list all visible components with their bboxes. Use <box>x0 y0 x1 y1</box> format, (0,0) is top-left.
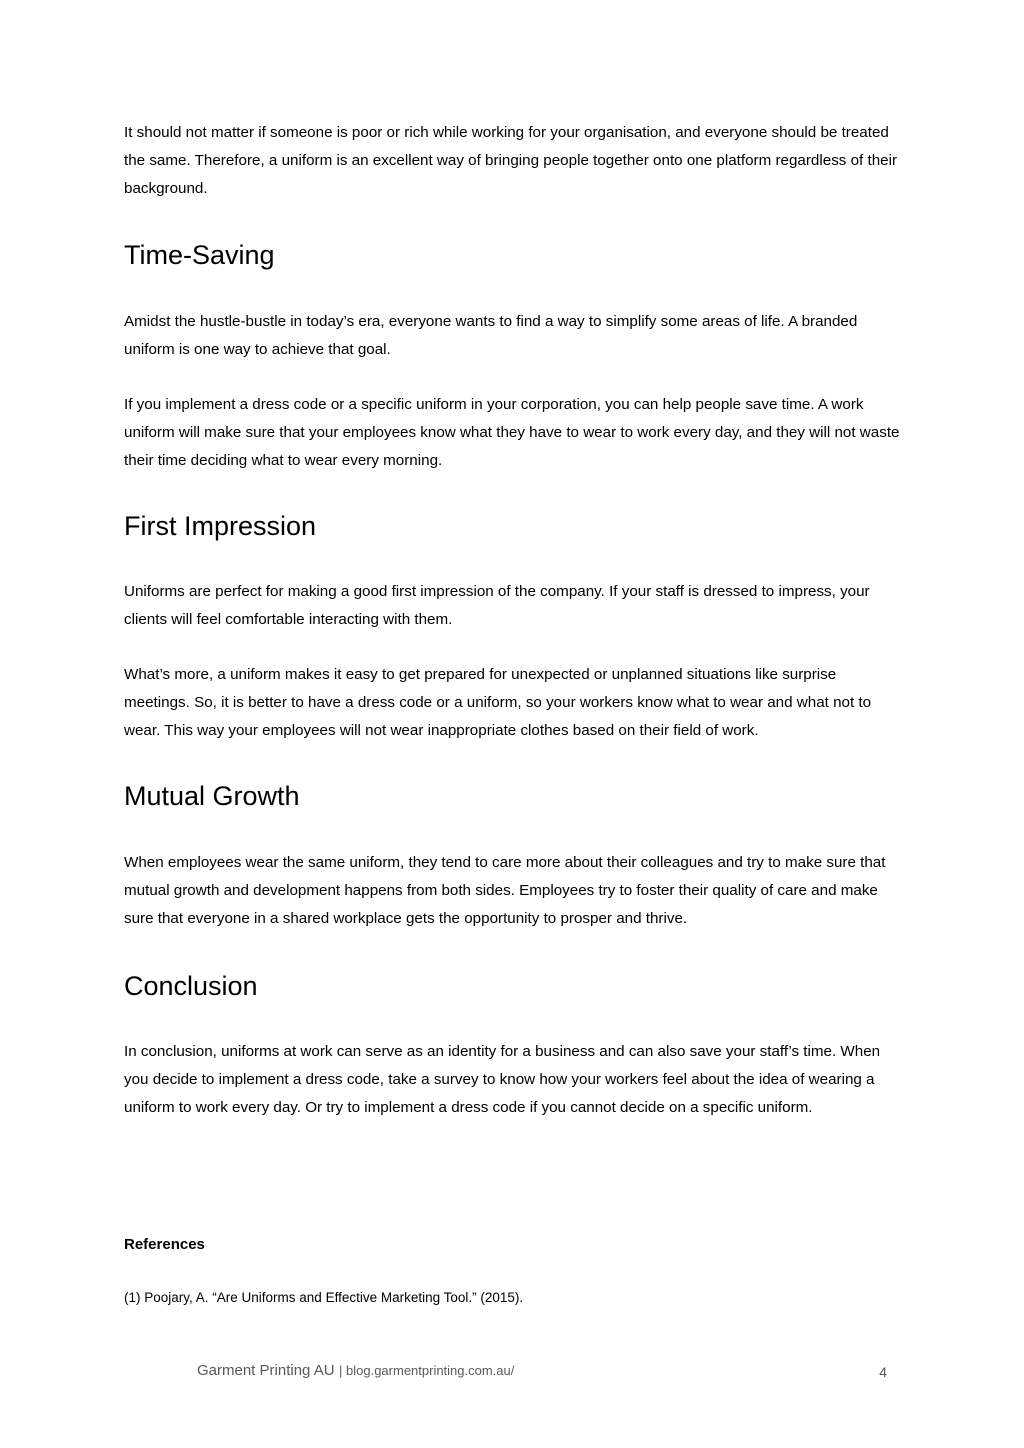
references-title: References <box>124 1236 205 1253</box>
section-time-saving-paragraph-2-block <box>124 391 904 476</box>
section-time-saving-paragraph-1-block <box>124 308 904 364</box>
intro-paragraph: It should not matter if someone is poor or rich while working for your organisation, and everyone should be treated the same. Therefore, a uniform is an excellent way of bringing people together onto one platform regardless of their background. <box>124 124 898 198</box>
section-heading-mutual-growth: Mutual Growth <box>124 781 300 811</box>
section-heading-first-impression: First Impression <box>124 511 317 541</box>
reference-item: (1) Poojary, A. “Are Uniforms and Effective Marketing Tool.” (2015). <box>124 1290 524 1305</box>
first-impression-paragraph-1: Uniforms are perfect for making a good first impression of the company. If your staff is dressed to impress, your clients will feel comfortable interacting with them. <box>124 583 870 629</box>
references-list <box>124 1288 904 1308</box>
section-conclusion-paragraph-1-block <box>124 1038 904 1123</box>
references-title-block <box>124 1235 904 1255</box>
section-first-impression-paragraph-1-block <box>124 578 904 634</box>
section-heading-conclusion: Conclusion <box>124 971 258 1001</box>
section-mutual-growth-paragraph-1-block <box>124 849 904 934</box>
mutual-growth-paragraph-1: When employees wear the same uniform, they tend to care more about their colleagues and try to make sure that mutual growth and development happens from both sides. Employees try to foster their quality of care and make sure that everyone in a shared workplace gets the opportunity to prosper and thrive. <box>124 854 886 928</box>
section-first-impression-heading-block <box>124 509 904 543</box>
first-impression-paragraph-2: What’s more, a uniform makes it easy to get prepared for unexpected or unplanned situations like surprise meetings. So, it is better to have a dress code or a uniform, so your workers know what to wear and what not to wear. This way your employees will not wear inappropriate clothes based on their field of work. <box>124 666 872 740</box>
section-conclusion-heading-block <box>124 969 904 1003</box>
section-mutual-growth-heading-block <box>124 779 904 813</box>
section-first-impression-paragraph-2-block <box>124 661 904 746</box>
conclusion-paragraph-1: In conclusion, uniforms at work can serve as an identity for a business and can also save your staff’s time. When you decide to implement a dress code, take a survey to know how your workers feel about the idea of wearing a uniform to work every day. Or try to implement a dress code if you cannot decide on a specific uniform. <box>124 1043 881 1117</box>
footer-url: | blog.garmentprinting.com.au/ <box>339 1363 515 1378</box>
section-heading-time-saving: Time-Saving <box>124 240 275 270</box>
section-time-saving-heading-block <box>124 238 904 272</box>
time-saving-paragraph-1: Amidst the hustle-bustle in today’s era, everyone wants to find a way to simplify some areas of life. A branded uniform is one way to achieve that goal. <box>124 313 858 359</box>
page-number: 4 <box>879 1364 887 1380</box>
time-saving-paragraph-2: If you implement a dress code or a specific uniform in your corporation, you can help people save time. A work uniform will make sure that your employees know what they have to wear to work every day, and they will not waste their time deciding what to wear every morning. <box>124 396 900 470</box>
page-footer <box>197 1362 887 1386</box>
footer-brand: Garment Printing AU <box>197 1362 335 1379</box>
intro-block <box>124 119 904 204</box>
